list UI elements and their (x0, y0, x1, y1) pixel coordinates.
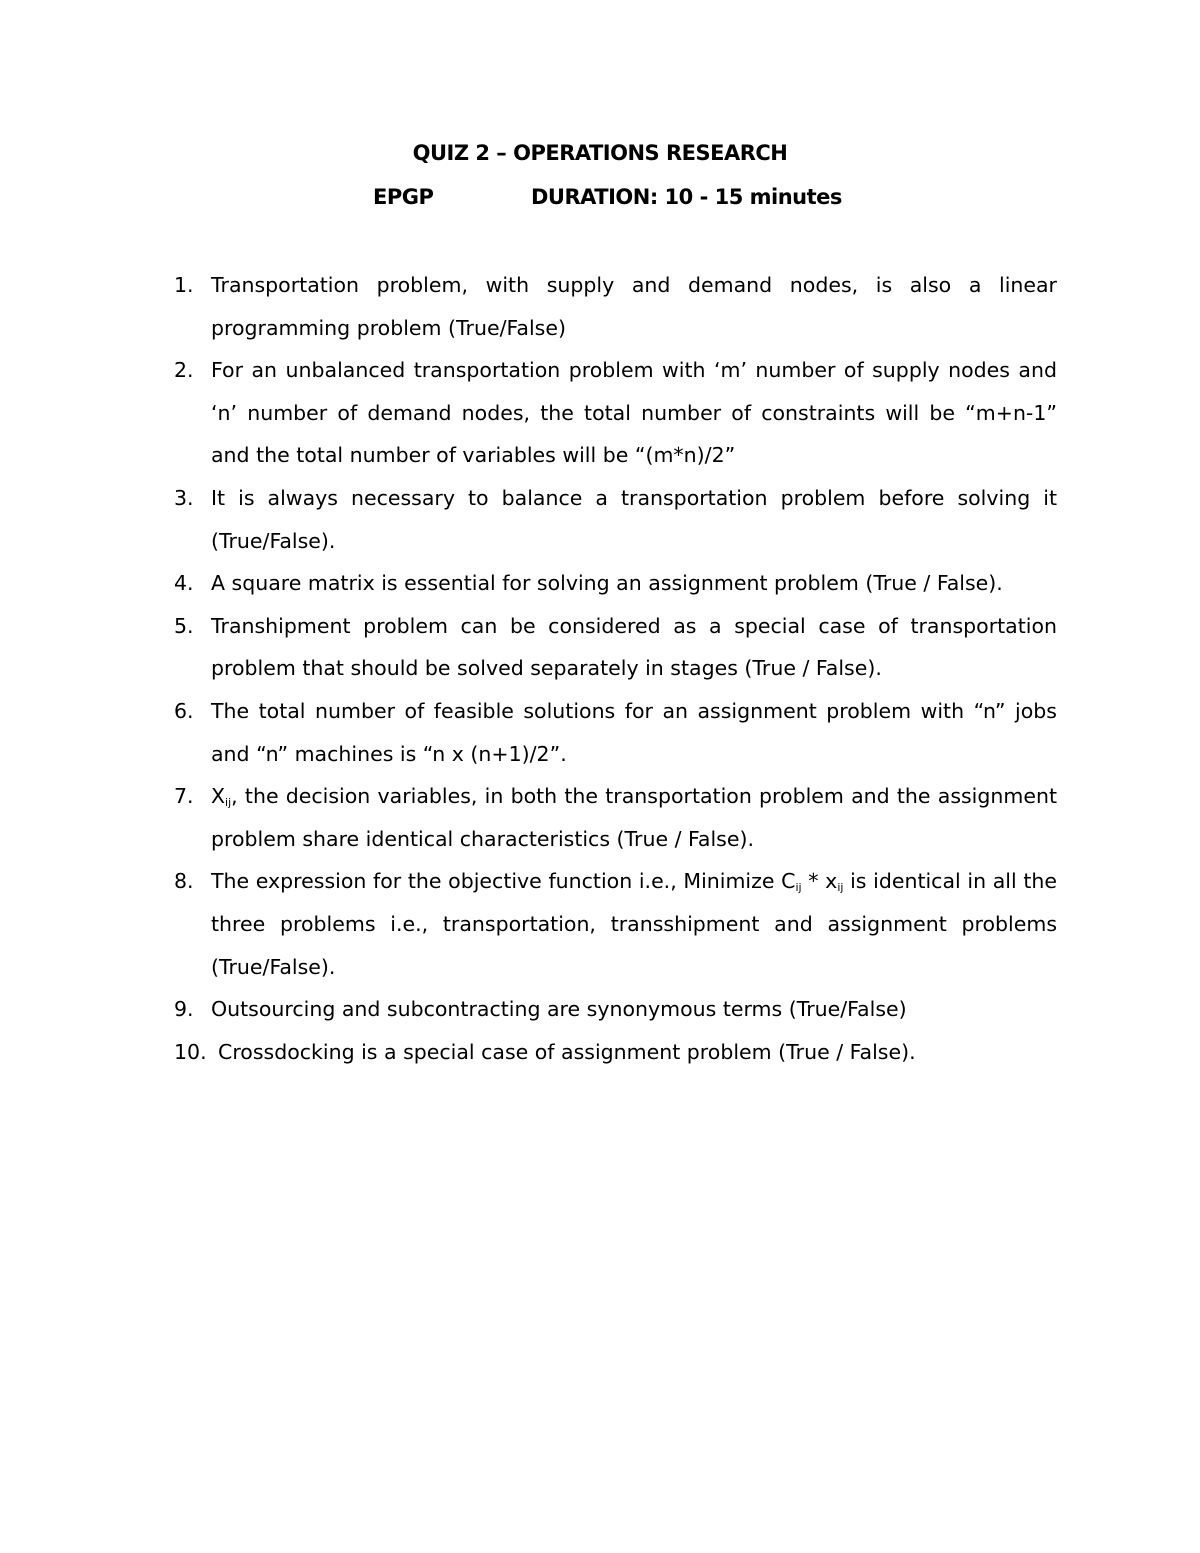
question-text: Transportation problem, with supply and demand nodes, is also a linear programming problem (True/False) (211, 273, 1057, 340)
question-text: It is always necessary to balance a transportation problem before solving it (True/False). (211, 485, 1057, 553)
question-text: A square matrix is essential for solving an assignment problem (True / False). (211, 571, 1003, 596)
question-text-part: The expression for the objective function i.e., Minimize C (211, 869, 796, 894)
question-text-part: * x (801, 869, 838, 894)
quiz-title: QUIZ 2 – OPERATIONS RESEARCH (412, 141, 788, 165)
question-item (0, 264, 1200, 349)
question-item (0, 562, 1200, 605)
question-item (0, 605, 1200, 690)
question-number: 1. (174, 273, 194, 297)
subscript-ij: ij (795, 881, 802, 895)
question-text: For an unbalanced transportation problem with ‘m’ number of supply nodes and ‘n’ number of demand nodes, the total number of constraints will be “m+n-1” and the total number of variables will be “(m*n)/2” (211, 358, 1057, 468)
question-number: 7. (174, 784, 194, 809)
question-text-part: is identical in all the three problems i.e., transportation, transshipment and assignment problems (True/False). (211, 869, 1057, 979)
question-item (0, 349, 1200, 477)
question-number: 6. (174, 698, 194, 723)
question-number: 4. (174, 571, 194, 596)
question-number: 3. (174, 485, 194, 510)
program-label: EPGP (373, 185, 434, 209)
question-number: 5. (174, 613, 194, 638)
question-item (0, 1031, 1200, 1074)
question-text (211, 860, 1057, 988)
subscript-ij: ij (225, 796, 232, 810)
variable-x: X (211, 784, 226, 809)
quiz-subheader (373, 185, 842, 209)
question-number: 10. (174, 1039, 207, 1064)
question-text: Crossdocking is a special case of assignment problem (True / False). (218, 1039, 916, 1064)
question-number: 2. (174, 358, 194, 383)
question-text: The total number of feasible solutions for an assignment problem with “n” jobs and “n” machines is “n x (n+1)/2”. (211, 698, 1057, 766)
question-text: Outsourcing and subcontracting are synonymous terms (True/False) (211, 997, 907, 1022)
question-list (0, 264, 1200, 1073)
question-text: Transhipment problem can be considered as a special case of transportation problem that should be solved separately in stages (True / False). (211, 613, 1057, 681)
question-item (0, 775, 1200, 860)
subscript-ij: ij (837, 881, 844, 895)
question-number: 8. (174, 869, 194, 894)
question-item (0, 690, 1200, 775)
question-item (0, 860, 1200, 988)
question-item (0, 988, 1200, 1031)
duration-label: DURATION: 10 - 15 minutes (531, 185, 842, 209)
question-text-rest: , the decision variables, in both the transportation problem and the assignment problem share identical characteristics (True / False). (211, 784, 1057, 851)
question-number: 9. (174, 997, 194, 1022)
question-text (211, 775, 1057, 860)
question-item (0, 477, 1200, 562)
